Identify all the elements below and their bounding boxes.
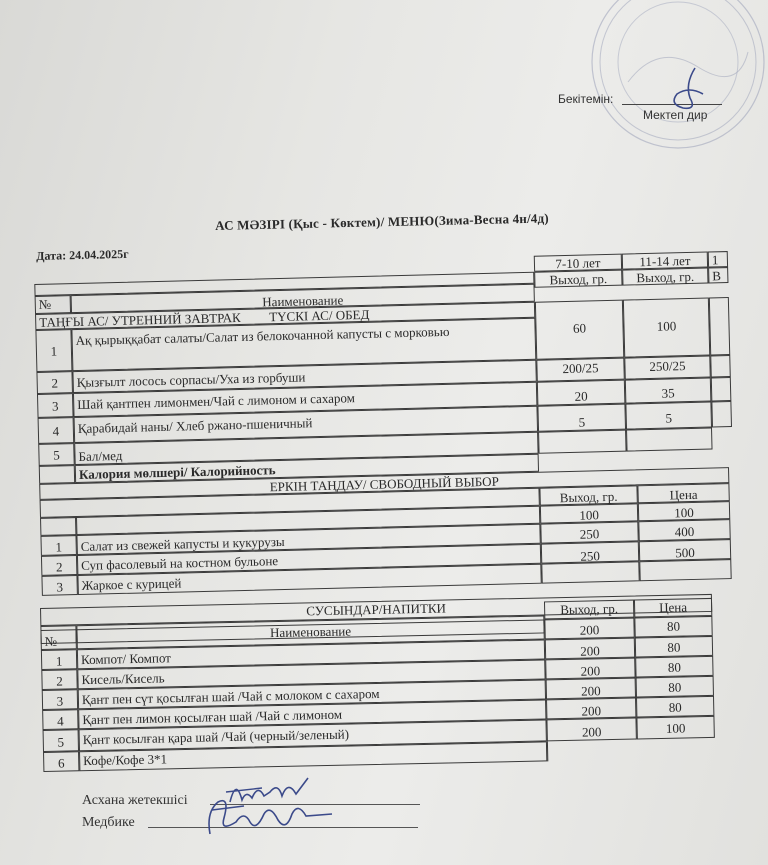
drinks-row-6-num: 6 <box>43 751 79 772</box>
fc-row-1-yield: 250 <box>540 521 638 543</box>
drinks-price-header: Цена <box>634 598 712 618</box>
drinks-row-4-name: Қант пен лимон қосылған шай /Чай с лимоном <box>78 699 546 729</box>
item-4-num: 4 <box>38 417 75 444</box>
drinks-num-header: № <box>40 629 76 650</box>
section-lunch: ТҮСКІ АС/ ОБЕД <box>269 306 370 325</box>
fc-row-1-name: Салат из свежей капусты и кукурузы <box>76 524 540 555</box>
approval-subtitle: Мектеп дир <box>643 108 708 122</box>
item-1-name: Ақ қырыққабат салаты/Салат из белокочанной капусты с морковью <box>71 318 536 371</box>
director-signature <box>655 64 715 114</box>
fc-row-2-price: 500 <box>639 539 731 561</box>
yield-header-partial: В <box>708 267 728 283</box>
menu-title: АС МӘЗІРІ (Қыс - Көктем)/ МЕНЮ(Зима-Весна 4н/4д) <box>215 210 549 233</box>
name-header: Наименование <box>71 284 535 313</box>
fc-row-2-num: 2 <box>41 555 77 576</box>
drinks-row-3-price: 80 <box>636 676 714 698</box>
item-5-v1 <box>538 430 627 454</box>
drinks-row-1-num: 1 <box>41 649 77 670</box>
fc-row-2-yield: 250 <box>541 541 639 563</box>
drinks-row-1-name: Компот/ Компот <box>77 639 545 669</box>
item-5-num: 5 <box>38 443 75 466</box>
drinks-yield-header: Выход, гр. <box>544 600 634 620</box>
fc-row-3-price <box>639 559 731 581</box>
drinks-row-2-name: Кисель/Кисель <box>77 659 545 689</box>
section-breakfast: ТАҢҒЫ АС/ УТРЕННИЙ ЗАВТРАК <box>39 309 241 330</box>
item-4-v2: 5 <box>625 401 712 429</box>
yield-header-1: Выход, гр. <box>534 270 622 288</box>
item-2-num: 2 <box>36 371 73 394</box>
drinks-row-4-price: 80 <box>636 696 714 718</box>
item-4-v3 <box>711 401 732 427</box>
fc-row-3-num: 3 <box>41 575 77 596</box>
drinks-row-3-yield: 200 <box>546 678 636 700</box>
drinks-row-1-price: 80 <box>635 636 713 658</box>
item-3-num: 3 <box>37 393 74 418</box>
yield-header-2: Выход, гр. <box>622 268 708 286</box>
menu-date: Дата: 24.04.2025г <box>36 246 129 263</box>
age-col-11-14: 11-14 лет <box>622 252 708 270</box>
age-col-partial: 1 <box>708 251 728 267</box>
item-3-v3 <box>711 377 732 401</box>
item-2-name: Қызғылт лосось сорпасы/Уха из горбуши <box>72 360 536 393</box>
nurse-label: Медбике <box>82 815 135 830</box>
free-choice-price-header: Цена <box>637 483 729 503</box>
approval-label: Бекітемін: <box>558 92 614 106</box>
free-choice-yield-header: Выход, гр. <box>539 485 637 505</box>
drinks-row-4-num: 4 <box>42 709 78 730</box>
drinks-name-header: Наименование <box>76 619 544 649</box>
item-1-v1: 60 <box>535 300 624 360</box>
item-2-v3 <box>710 355 731 377</box>
calorie-num <box>39 465 75 484</box>
drinks-row-3-num: 3 <box>42 689 78 710</box>
drinks-row-5-name: Қант косылған қара шай /Чай (черный/зеленый) <box>79 719 547 751</box>
fc-row-0-price: 100 <box>638 501 730 521</box>
fc-row-3-yield <box>541 561 639 583</box>
nurse-signature <box>200 792 340 842</box>
num-header: № <box>35 295 71 314</box>
fc-row-2-name: Суп фасолевый на костном бульоне <box>77 544 541 575</box>
age-col-7-10: 7-10 лет <box>534 254 622 272</box>
drinks-row-6-name: Кофе/Кофе 3*1 <box>79 741 547 771</box>
item-1-v3 <box>709 297 730 355</box>
item-2-v2: 250/25 <box>624 356 711 380</box>
item-3-v1: 20 <box>537 380 626 406</box>
drinks-row-0-yield: 200 <box>544 618 634 640</box>
item-3-v2: 35 <box>625 377 712 403</box>
item-4-name: Қарабидай наны/ Хлеб ржано-пшеничный <box>74 406 538 443</box>
free-choice-header: ЕРКІН ТАҢДАУ/ СВОБОДНЫЙ ВЫБОР <box>39 467 729 500</box>
chef-label: Асхана жетекшісі <box>82 793 188 808</box>
drinks-row-6-yield <box>547 740 637 762</box>
fc-row-0-num <box>40 517 76 536</box>
drinks-row-2-yield: 200 <box>545 658 635 680</box>
drinks-row-2-price: 80 <box>635 656 713 678</box>
drinks-row-5-num: 5 <box>43 729 79 752</box>
drinks-row-0-price: 80 <box>634 616 712 638</box>
item-1-num: 1 <box>35 329 72 372</box>
fc-row-0-yield: 100 <box>540 503 638 523</box>
fc-row-3-name: Жаркое с курицей <box>77 564 541 595</box>
item-2-v1: 200/25 <box>536 358 625 382</box>
drinks-row-3-name: Қант пен сүт қосылған шай /Чай с молоком с сахаром <box>78 679 546 709</box>
drinks-row-4-yield: 200 <box>546 698 636 720</box>
drinks-header: СУСЫНДАР/НАПИТКИ <box>40 594 712 626</box>
drinks-row-5-price: 100 <box>636 716 714 740</box>
item-5-v2 <box>626 427 713 451</box>
item-5-name: Бал/мед <box>74 432 538 465</box>
fc-row-1-price: 400 <box>638 519 730 541</box>
item-4-v1: 5 <box>537 404 626 432</box>
fc-row-1-num: 1 <box>40 535 76 556</box>
drinks-row-5-yield: 200 <box>546 718 636 742</box>
drinks-row-2-num: 2 <box>41 669 77 690</box>
drinks-row-1-yield: 200 <box>545 638 635 660</box>
calorie-row: Калория мөлшері/ Калорийность <box>75 454 539 483</box>
item-1-v2: 100 <box>623 298 710 358</box>
item-3-name: Шай қантпен лимонмен/Чай с лимоном и сахаром <box>73 382 537 417</box>
